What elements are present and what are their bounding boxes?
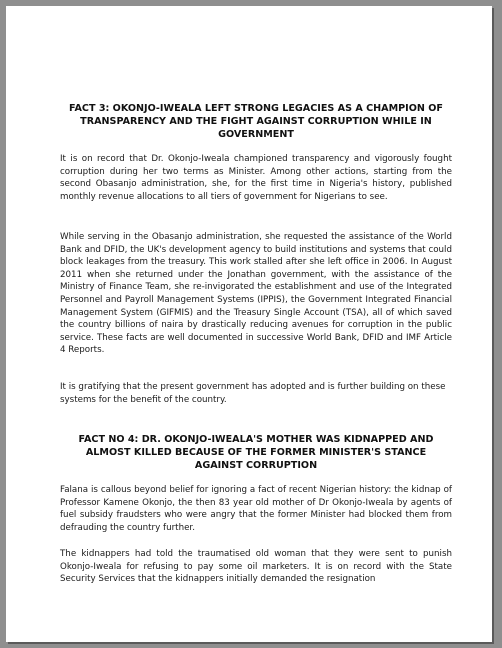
- fact3-paragraph-1: It is on record that Dr. Okonjo-Iweala championed transparency and vigorously fought corruption during her two terms as Minister. Among other actions, starting from the second Obasanjo administration, she, for the first time in Nigeria's history, published monthly revenue allocations to all tiers of government for Nigerians to see.: [60, 154, 452, 202]
- fact3-paragraph-3: It is gratifying that the present government has adopted and is further building on these systems for the benefit of the country.: [60, 382, 446, 405]
- fact3-paragraph-2: While serving in the Obasanjo administration, she requested the assistance of the World Bank and DFID, the UK's development agency to build institutions and systems that could block leakages from the treasury. This work stalled after she left office in 2006. In August 2011 when she returned under the Jonathan government, with the assistance of the Ministry of Finance Team, she re-invigorated the establishment and use of the Integrated Personnel and Payroll Management Systems (IPPIS), the Government Integrated Financial Management System (GIFMIS) and the Treasury Single Account (TSA), all of which saved the country billions of naira by drastically reducing avenues for corruption in the public service. These facts are well documented in successive World Bank, DFID and IMF Article 4 Reports.: [60, 232, 452, 356]
- fact4-heading: FACT NO 4: DR. OKONJO-IWEALA'S MOTHER WAS KIDNAPPED AND ALMOST KILLED BECAUSE OF THE FORMER MINISTER'S STANCE AGAINST CORRUPTION: [78, 434, 434, 471]
- fact4-paragraph-1: Falana is callous beyond belief for ignoring a fact of recent Nigerian history: the kidnap of Professor Kamene Okonjo, the then 83 year old mother of Dr Okonjo-Iweala by agents of fuel subsidy fraudsters who were angry that the former Minister had blocked them from defrauding the country further.: [60, 485, 452, 533]
- document-page: [6, 6, 492, 642]
- fact3-heading: FACT 3: OKONJO-IWEALA LEFT STRONG LEGACIES AS A CHAMPION OF TRANSPARENCY AND THE FIGHT AGAINST CORRUPTION WHILE IN GOVERNMENT: [69, 103, 443, 140]
- fact4-paragraph-2: The kidnappers had told the traumatised old woman that they were sent to punish Okonjo-Iweala for refusing to pay some oil marketers. It is on record with the State Security Services that the kidnappers initially demanded the resignation: [60, 549, 452, 585]
